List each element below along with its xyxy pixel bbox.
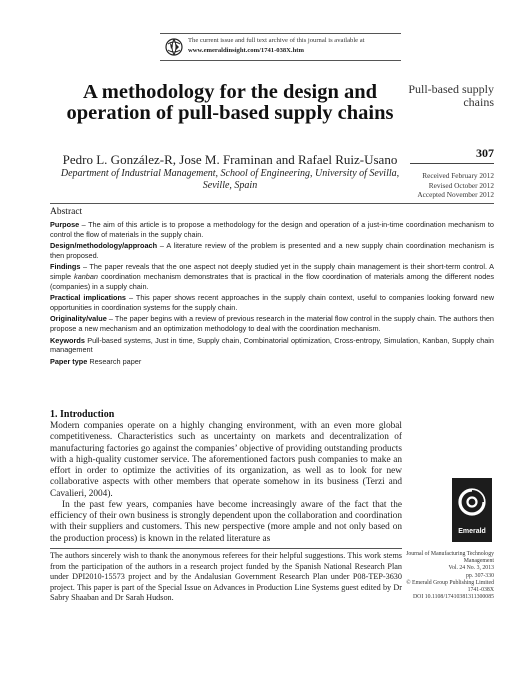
journal-name-line2: Management [463, 558, 494, 565]
findings-label: Findings [50, 262, 81, 272]
author-affiliation: Department of Industrial Management, School of Engineering, University of Sevilla, Seville, Spain [60, 168, 400, 191]
journal-volume: Vol. 24 No. 3, 2013 [448, 565, 494, 572]
purpose-label: Purpose [50, 220, 80, 229]
abstract-keywords [50, 336, 494, 355]
findings-kanban: kanban [74, 271, 98, 281]
journal-url[interactable]: www.emeraldinsight.com/1741-038X.htm [188, 47, 304, 54]
acknowledgement-footnote: The authors sincerely wish to thank the anonymous referees for their helpful suggestions. This work stems from the participation of the authors in a research project funded by the Spanish National Research Plan under DPI2010-15573 project and by the Andalusian Government Research Plan under P08-TEP-3630 project. This paper is part of the Special Issue on Advances in Production Line Systems guest edited by Dr Sabry Shaaban and Dr Sarah Hudson. [50, 551, 402, 602]
side-divider [410, 163, 494, 164]
journal-pages: pp. 307-330 [465, 572, 494, 579]
revised-date: Revised October 2012 [428, 180, 494, 190]
purpose-text: – The aim of this article is to propose a methodology for the design and operation of a just-in-time coordination mechanism to control the flow of materials in the supply chain. [50, 220, 494, 239]
papertype-text: Research paper [87, 356, 142, 366]
article-authors: Pedro L. González-R, Jose M. Framinan and Rafael Ruiz-Usano [62, 152, 398, 167]
practical-label: Practical implications [50, 293, 126, 303]
findings-text-a: – The paper reveals that the one aspect not deeply studied yet in the supply chain management is their short-term control. A simple [50, 262, 494, 281]
abstract-purpose [50, 220, 494, 239]
keywords-text: Pull-based systems, Just in time, Supply chain, Combinatorial optimization, Cross-entropy, Simulation, Kanban, Supply chain management [50, 335, 494, 355]
abstract-practical [50, 293, 494, 312]
abstract-heading: Abstract [50, 207, 83, 217]
journal-name-line1: Journal of Manufacturing Technology [406, 551, 494, 557]
page-number: 307 [476, 146, 494, 160]
introduction-body [50, 421, 402, 545]
abstract-design [50, 241, 494, 260]
abstract-originality [50, 314, 494, 333]
introduction-heading: 1. Introduction [50, 409, 115, 420]
journal-citation [400, 551, 494, 601]
originality-label: Originality/value [50, 314, 107, 324]
intro-paragraph-2: In the past few years, companies have become increasingly aware of the fact that the efficiency of their own business is strongly dependent upon the collaboration and coordination with their suppliers and customers. This new perspective (more ample and not only based on the production process) is known in the related literature as [50, 499, 402, 544]
received-date: Received February 2012 [422, 171, 494, 180]
archive-notice: The current issue and full text archive of this journal is available at [188, 37, 365, 44]
intro-paragraph-1: Modern companies operate on a highly changing environment, with an even more global competitiveness. Characteristics such as uncertainty on markets and decentralization of manufacturing factories go against the companies’ objective of providing outstanding products with a high-quality customer service. The aforementioned factors push companies to make an effort in order to optimize the activities of its organization, as well as to look for new collaborative aspects with other members that operate somehow in its business (Terzi and Cavalieri, 2004). [50, 421, 402, 499]
originality-text: – The paper begins with a review of previous research in the material flow control in the supply chain. The authors then propose a new mechanism and an optimization methodology to deal with the coordination mechanism. [50, 314, 494, 333]
accepted-date: Accepted November 2012 [417, 190, 494, 199]
papertype-label: Paper type [50, 356, 88, 366]
abstract-section [50, 203, 494, 368]
footnote-divider [50, 548, 402, 549]
practical-text: – This paper shows recent approaches in the supply chain context, useful to companies looking forward new opportunities in coordination systems for the supply chain. [50, 293, 494, 312]
emerald-globe-icon [165, 38, 183, 56]
abstract-papertype [50, 357, 494, 367]
running-title: Pull-based supply chains [408, 82, 494, 109]
emerald-logo [452, 478, 492, 542]
abstract-findings [50, 262, 494, 291]
article-title: A methodology for the design and operation of pull-based supply chains [66, 81, 394, 124]
design-label: Design/methodology/approach [50, 241, 158, 251]
design-text: – A literature review of the problem is presented and a new supply chain coordination mechanism is then proposed. [50, 241, 494, 260]
submission-dates [395, 171, 494, 200]
journal-publisher: © Emerald Group Publishing Limited [406, 579, 494, 586]
journal-doi: DOI 10.1108/17410381311300085 [412, 594, 494, 601]
journal-header-box [160, 33, 401, 61]
emerald-logo-label: Emerald [458, 528, 486, 535]
journal-issn: 1741-038X [467, 587, 494, 594]
emerald-swirl-icon [452, 478, 492, 526]
keywords-label: Keywords [50, 335, 85, 345]
findings-text-b: coordination mechanism demonstrates that is practical in the flow coordination of materials among the different nodes (companies) in a supply chain. [50, 271, 494, 291]
